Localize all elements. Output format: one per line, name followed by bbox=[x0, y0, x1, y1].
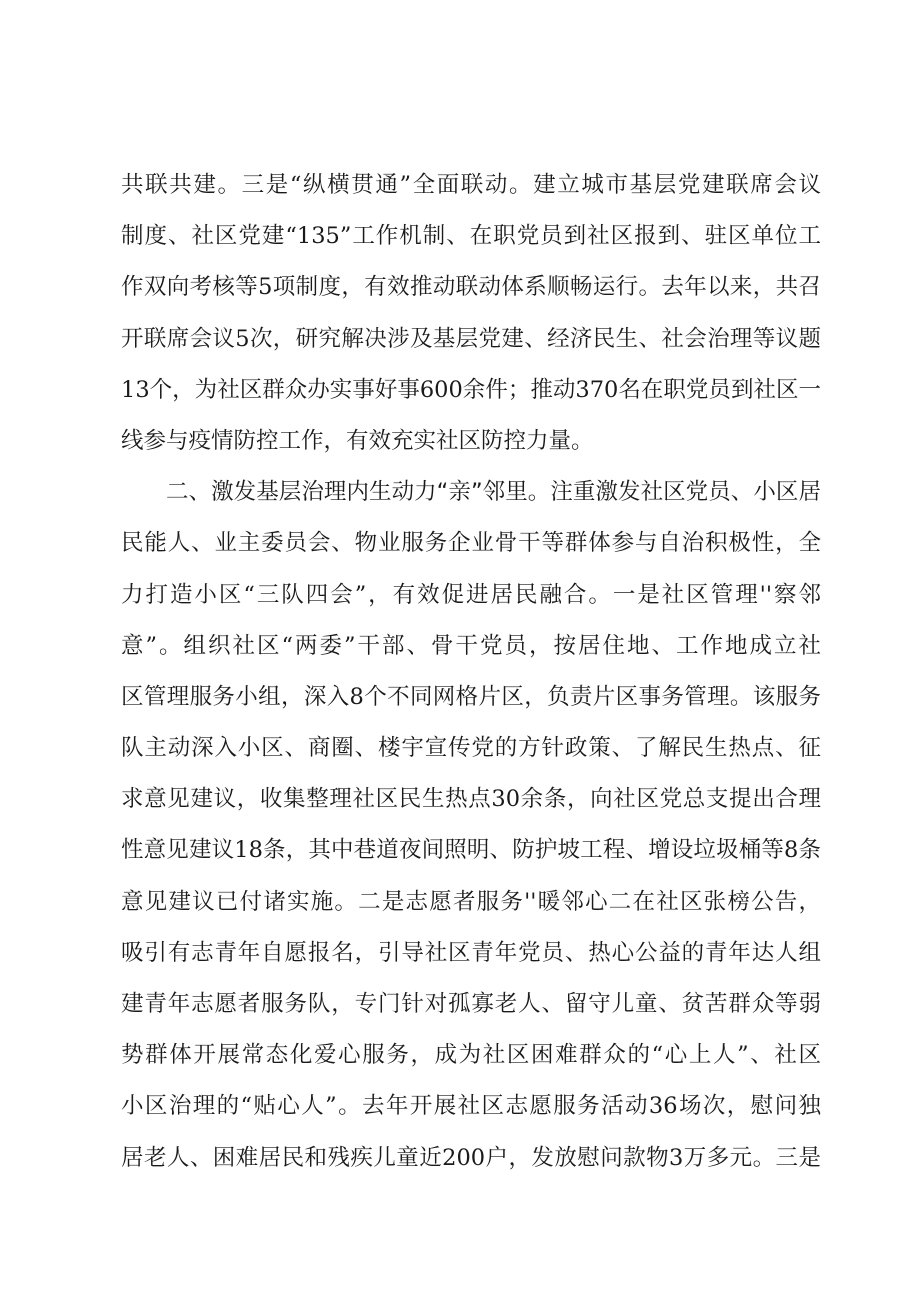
paragraph-line: 居老人、困难居民和残疾儿童近200户，发放慰问款物3万多元。三是 bbox=[121, 1144, 821, 1171]
paragraph-line: 开联席会议5次，研究解决涉及基层党建、经济民生、社会治理等议题 bbox=[121, 325, 821, 352]
paragraph-line: 意见建议已付诸实施。二是志愿者服务''暖邻心二在社区张榜公告， bbox=[121, 888, 821, 915]
paragraph-line: 意”。组织社区“两委”干部、骨干党员，按居住地、工作地成立社 bbox=[121, 632, 821, 659]
paragraph-line: 线参与疫情防控工作，有效充实社区防控力量。 bbox=[121, 427, 594, 454]
paragraph-line: 求意见建议，收集整理社区民生热点30余条，向社区党总支提出合理 bbox=[121, 786, 821, 813]
paragraph-line: 建青年志愿者服务队，专门针对孤寡老人、留守儿童、贫苦群众等弱 bbox=[121, 991, 821, 1017]
section-heading: 二、激发基层治理内生动力“亲”邻里。 bbox=[166, 479, 551, 506]
paragraph-line: 吸引有志青年自愿报名，引导社区青年党员、热心公益的青年达人组 bbox=[121, 939, 821, 966]
paragraph-line: 势群体开展常态化爱心服务，成为社区困难群众的“心上人”、社区 bbox=[121, 1042, 821, 1069]
paragraph-line: 队主动深入小区、商圈、楼宇宣传党的方针政策、了解民生热点、征 bbox=[121, 735, 821, 762]
paragraph-line: 性意见建议18条，其中巷道夜间照明、防护坡工程、增设垃圾桶等8条 bbox=[121, 837, 821, 864]
paragraph-line: 共联共建。三是“纵横贯通”全面联动。建立城市基层党建联席会议 bbox=[121, 172, 821, 198]
paragraph-line: 13个，为社区群众办实事好事600余件；推动370名在职党员到社区一 bbox=[121, 376, 821, 403]
section-heading-line bbox=[121, 467, 821, 518]
paragraph-line: 制度、社区党建“135”工作机制、在职党员到社区报到、驻区单位工 bbox=[121, 223, 821, 250]
document-body bbox=[121, 160, 821, 1184]
paragraph-line: 民能人、业主委员会、物业服务企业骨干等群体参与自治积极性，全 bbox=[121, 530, 821, 557]
paragraph-line: 作双向考核等5项制度，有效推动联动体系顺畅运行。去年以来，共召 bbox=[121, 274, 821, 301]
paragraph-line: 区管理服务小组，深入8个不同网格片区，负责片区事务管理。该服务 bbox=[121, 683, 821, 710]
paragraph-line-rest: 注重激发社区党员、小区居 bbox=[550, 479, 821, 506]
paragraph-line: 力打造小区“三队四会”，有效促进居民融合。一是社区管理''察邻 bbox=[121, 581, 821, 608]
paragraph-line: 小区治理的“贴心人”。去年开展社区志愿服务活动36场次，慰问独 bbox=[121, 1093, 821, 1120]
